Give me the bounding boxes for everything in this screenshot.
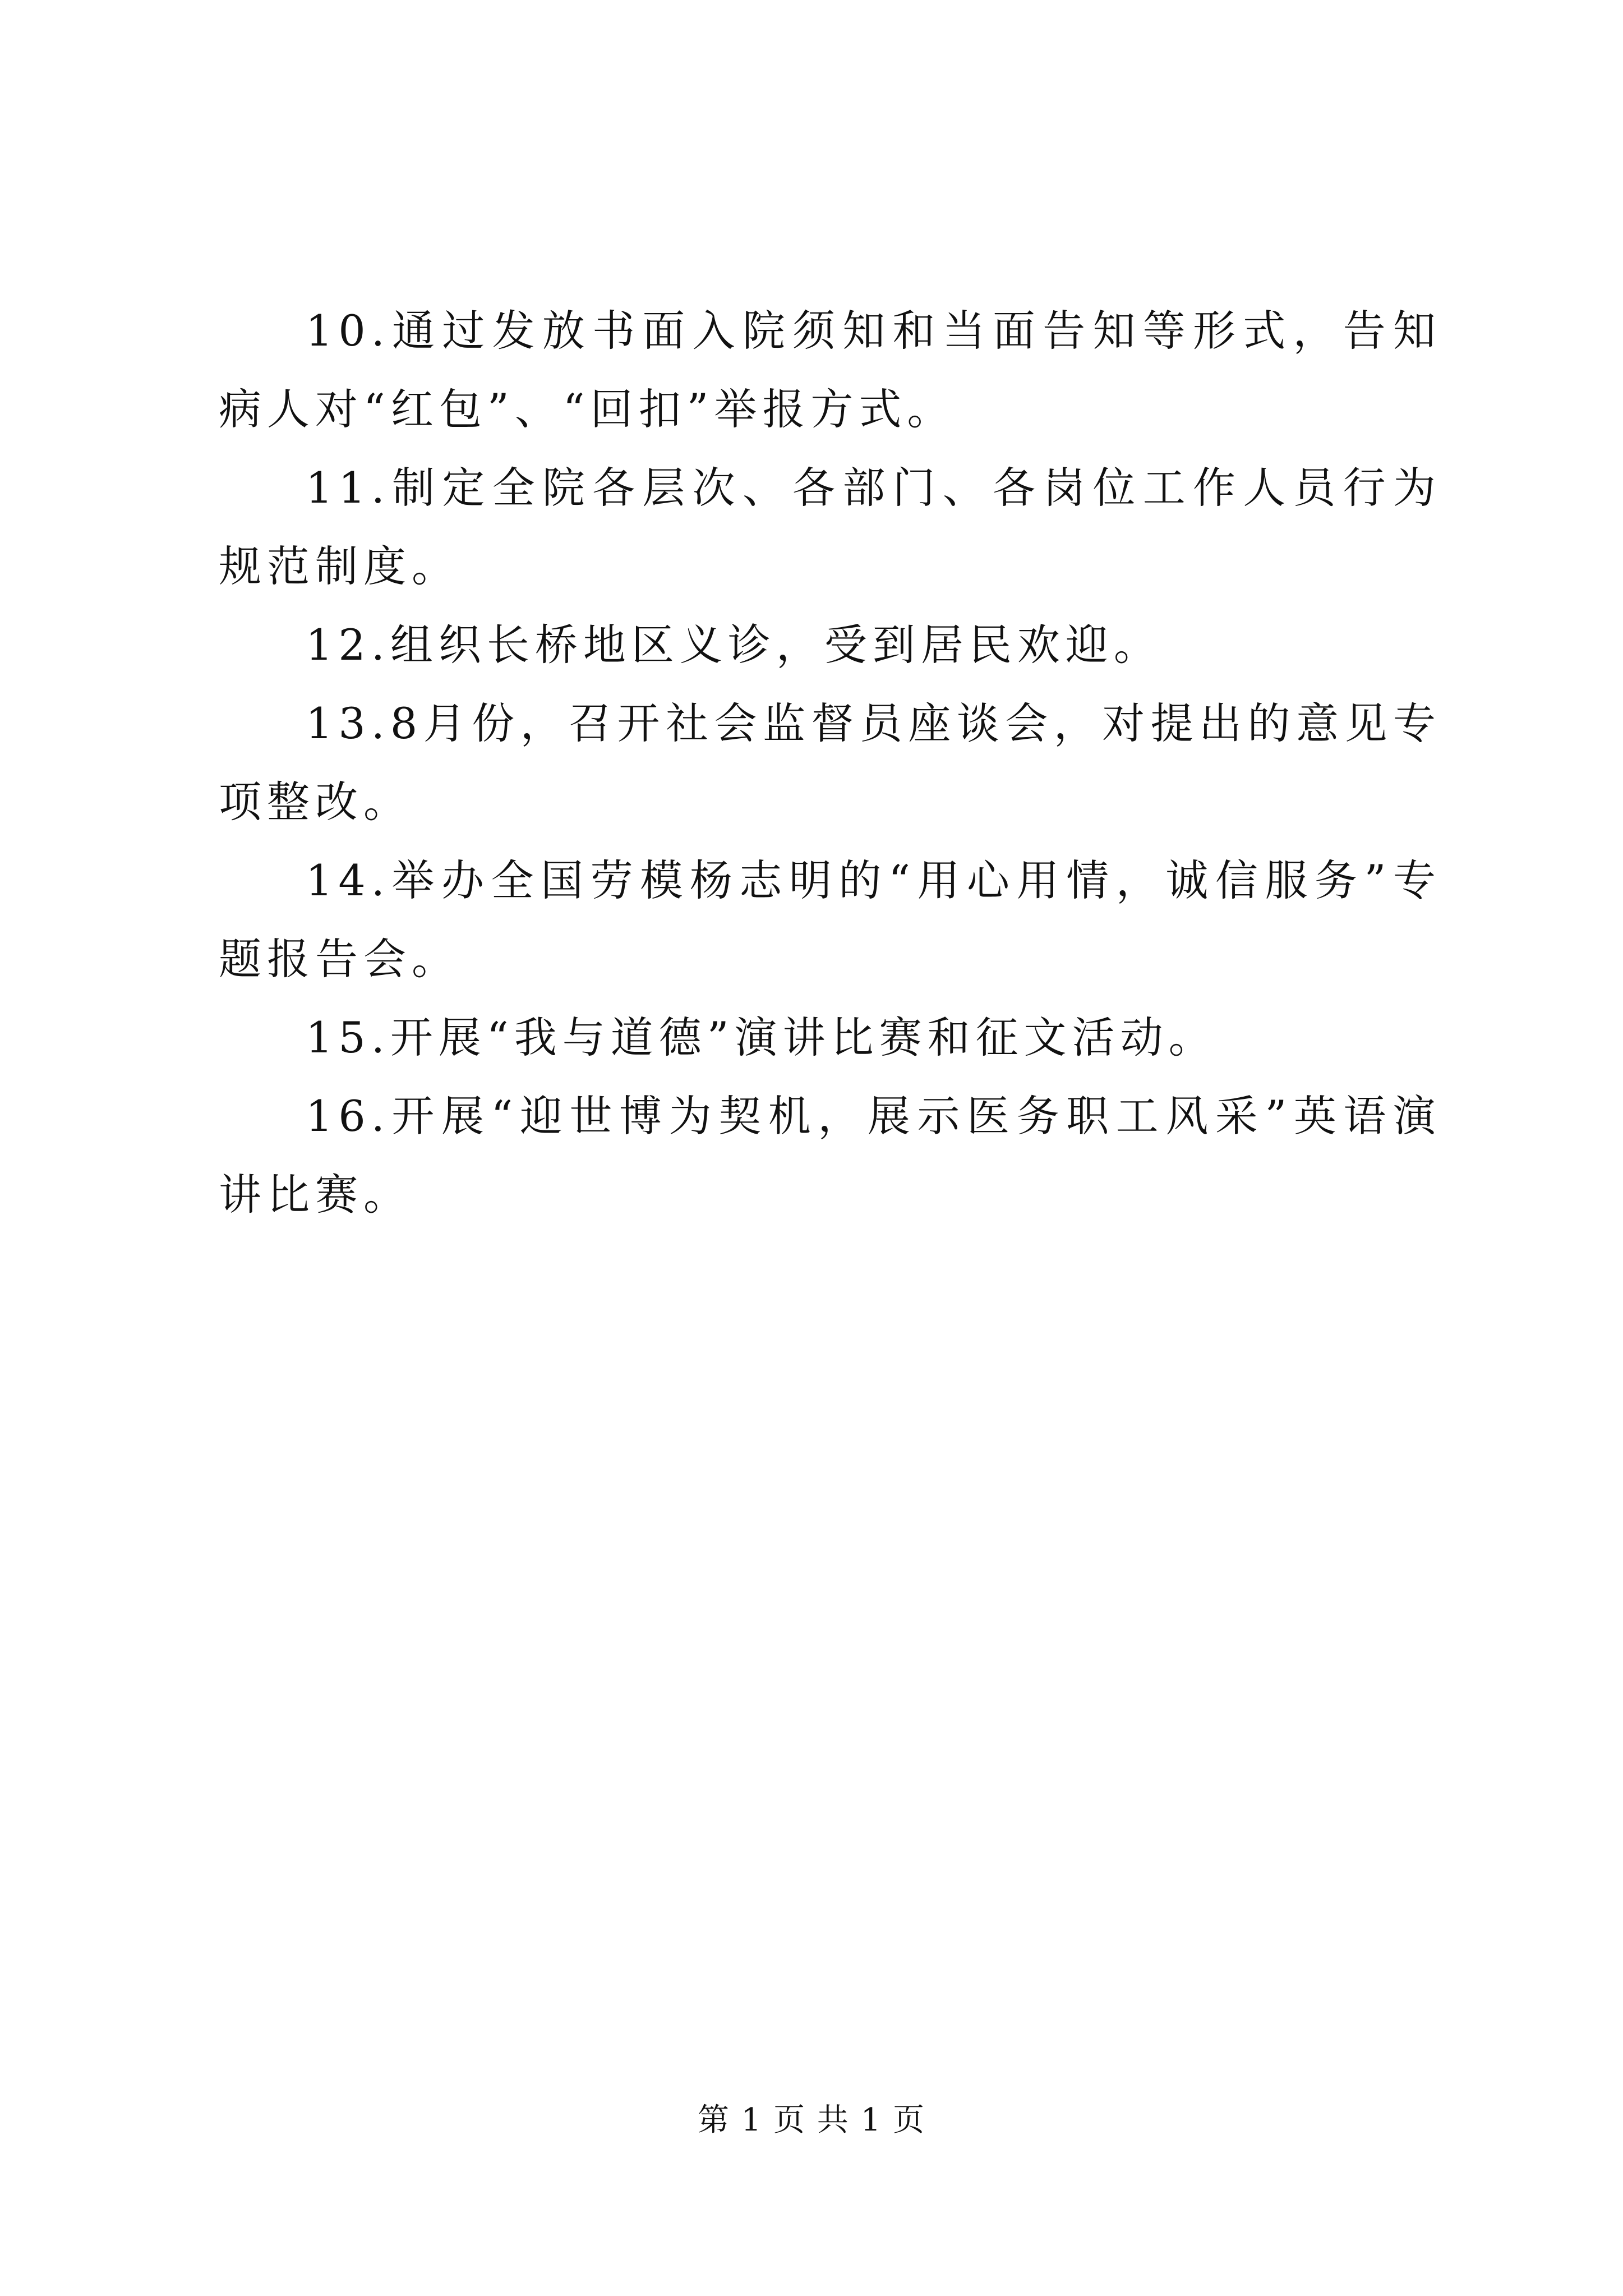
paragraph-item-12: 12.组织长桥地区义诊，受到居民欢迎。 xyxy=(306,620,1162,670)
paragraph-item-10: 10.通过发放书面入院须知和当面告知等形式，告知病人对“红包”、“回扣”举报方式。 xyxy=(219,306,1441,434)
page-number-label: 第 1 页 共 1 页 xyxy=(697,2102,926,2138)
paragraph-item-13: 13.8月份，召开社会监督员座谈会，对提出的意见专项整改。 xyxy=(219,698,1441,827)
paragraph-item-11: 11.制定全院各层次、各部门、各岗位工作人员行为规范制度。 xyxy=(219,463,1441,591)
paragraph-item-14: 14.举办全国劳模杨志明的“用心用情，诚信服务”专题报告会。 xyxy=(219,855,1441,984)
document-body xyxy=(219,292,1441,1234)
page-footer xyxy=(0,2095,1623,2140)
paragraph-item-16: 16.开展“迎世博为契机，展示医务职工风采”英语演讲比赛。 xyxy=(219,1091,1441,1220)
paragraph-item-15: 15.开展“我与道德”演讲比赛和征文活动。 xyxy=(306,1013,1217,1062)
